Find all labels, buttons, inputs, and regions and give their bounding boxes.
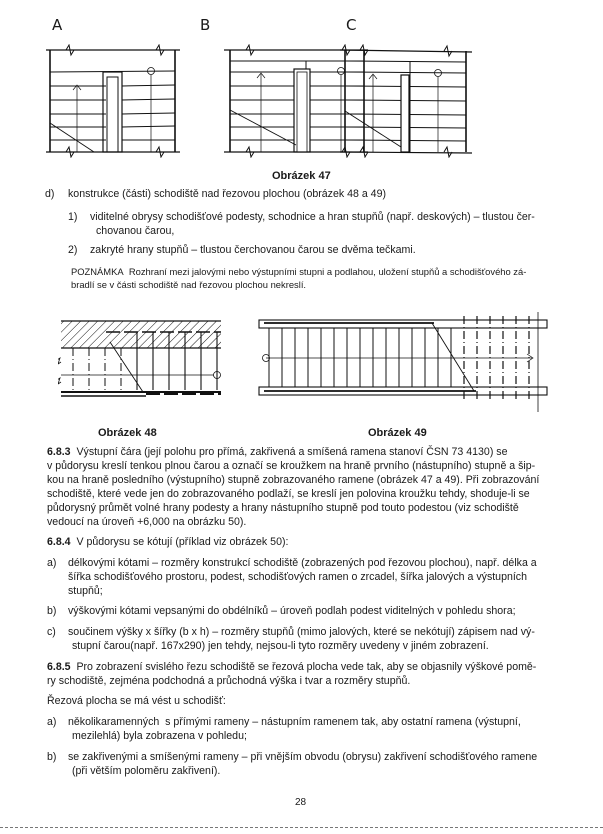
section-684-number: 6.8.4 — [47, 536, 71, 548]
section-683-line3: kou na hraně posledního (výstupního) stupně zobrazovaného ramene (obrázek 47 a 49). Při zobrazování — [47, 474, 540, 486]
cut-plane-a-marker: a) — [47, 716, 57, 728]
figure-49-caption: Obrázek 49 — [368, 427, 427, 439]
cut-plane-b-line1: se zakřivenými a smíšenými rameny – při vnějším obvodu (obrysu) zakřivení schodišťového ramene — [68, 751, 538, 763]
figure-47-caption: Obrázek 47 — [272, 170, 331, 182]
item-d-1-marker: 1) — [68, 211, 78, 223]
figure-47-label-a: A — [52, 16, 63, 34]
cut-plane-intro: Řezová plocha se má vést u schodišť: — [47, 695, 226, 707]
item-d-1-line1: viditelné obrysy schodišťové podesty, schodnice a hran stupňů (např. deskových) – tlustou čer- — [90, 211, 535, 223]
footer-rule — [0, 827, 603, 829]
section-683-number: 6.8.3 — [47, 446, 71, 458]
page-number: 28 — [295, 797, 307, 808]
note-line1 — [71, 266, 526, 279]
figure-48-drawing — [58, 318, 223, 400]
section-684-a-marker: a) — [47, 557, 57, 569]
section-684-heading — [47, 535, 288, 549]
cut-plane-b-marker: b) — [47, 751, 57, 763]
item-d-2-line1: zakryté hrany stupňů – tlustou čerchovanou čarou se dvěma tečkami. — [90, 244, 416, 256]
section-683-line5: půdorysný průmět volné hrany podesty a hrany nástupního stupně pod touto podestou (viz schodiště — [47, 502, 519, 514]
section-684-heading-text: V půdorysu se kótují (příklad viz obrázek 50): — [76, 536, 289, 548]
section-684-c-line2: stupní čarou(např. 167x290) jen tehdy, nejsou-li tyto rozměry uvedeny v jiném zobrazení. — [72, 640, 489, 652]
section-683-line6: vedoucí na úroveň +6,000 na obrázku 50). — [47, 516, 247, 528]
section-684-a-line2: šířka schodišťového prostoru, podest, schodišťových ramen o zrcadel, šířka jalových a výstupních — [68, 571, 527, 583]
cut-plane-b-line2: (při větším poloměru zakřivení). — [72, 765, 221, 777]
section-684-b-line1: výškovými kótami vepsanými do obdélníků – úroveň podlah podest viditelných v pohledu shora; — [68, 605, 516, 617]
figure-47-label-c: C — [346, 16, 357, 34]
cut-plane-a-line2: mezilehlá) byla zobrazena v pohledu; — [72, 730, 247, 742]
note-line1-text: Rozhraní mezi jalovými nebo výstupními stupni a podlahou, uložení stupňů a schodišťového zá- — [128, 266, 527, 277]
section-683-line4: schodiště, které vede jen do zobrazovaného podlaží, se kreslí jen polovina kroužku tehdy, shoduje-li se — [47, 488, 530, 500]
section-684-a-line3: stupňů; — [68, 585, 103, 597]
section-685-text-1: Pro zobrazení svislého řezu schodiště se řezová plocha vede tak, aby se objasnily výškové pomě- — [76, 661, 537, 673]
figure-47-drawing-c — [338, 44, 474, 158]
cut-plane-a-line1: několikaramenných s přímými rameny – nástupním ramenem tak, aby ostatní ramena (výstupní, — [68, 716, 521, 728]
figure-47-drawing-a — [44, 44, 184, 158]
section-683-line1 — [47, 445, 507, 459]
item-d-marker: d) — [45, 188, 55, 200]
section-684-a-line1: délkovými kótami – rozměry konstrukcí schodiště (zobrazených pod řezovou plochou), např. délka a — [68, 557, 537, 569]
item-d-text: konstrukce (části) schodiště nad řezovou plochou (obrázek 48 a 49) — [68, 188, 386, 200]
section-685-line2: ry schodiště, zejména podchodná a průchodná výška i tvar a rozměry stupňů. — [47, 675, 411, 687]
section-684-c-marker: c) — [47, 626, 56, 638]
item-d-1-line2: chovanou čarou, — [96, 225, 175, 237]
note-label: POZNÁMKA — [71, 266, 124, 277]
section-684-c-line1: součinem výšky x šířky (b x h) – rozměry stupňů (mimo jalových, které se nekótují) zápisem nad vý- — [68, 626, 535, 638]
item-d-2-marker: 2) — [68, 244, 78, 256]
section-683-line2: v půdorysu kreslí tenkou plnou čarou a označí se kroužkem na hraně prvního (nástupního) stupně a šip- — [47, 460, 536, 472]
section-684-b-marker: b) — [47, 605, 57, 617]
figure-47-label-b: B — [200, 16, 211, 34]
section-683-text-1: Výstupní čára (její polohu pro přímá, zakřivená a smíšená ramena stanoví ČSN 73 4130) se — [76, 446, 508, 458]
note-line2: bradlí se v části schodiště nad řezovou plochou nekreslí. — [71, 279, 307, 290]
figure-48-caption: Obrázek 48 — [98, 427, 157, 439]
figure-49-drawing — [256, 312, 556, 412]
section-685-number: 6.8.5 — [47, 661, 71, 673]
section-685-line1 — [47, 660, 536, 674]
